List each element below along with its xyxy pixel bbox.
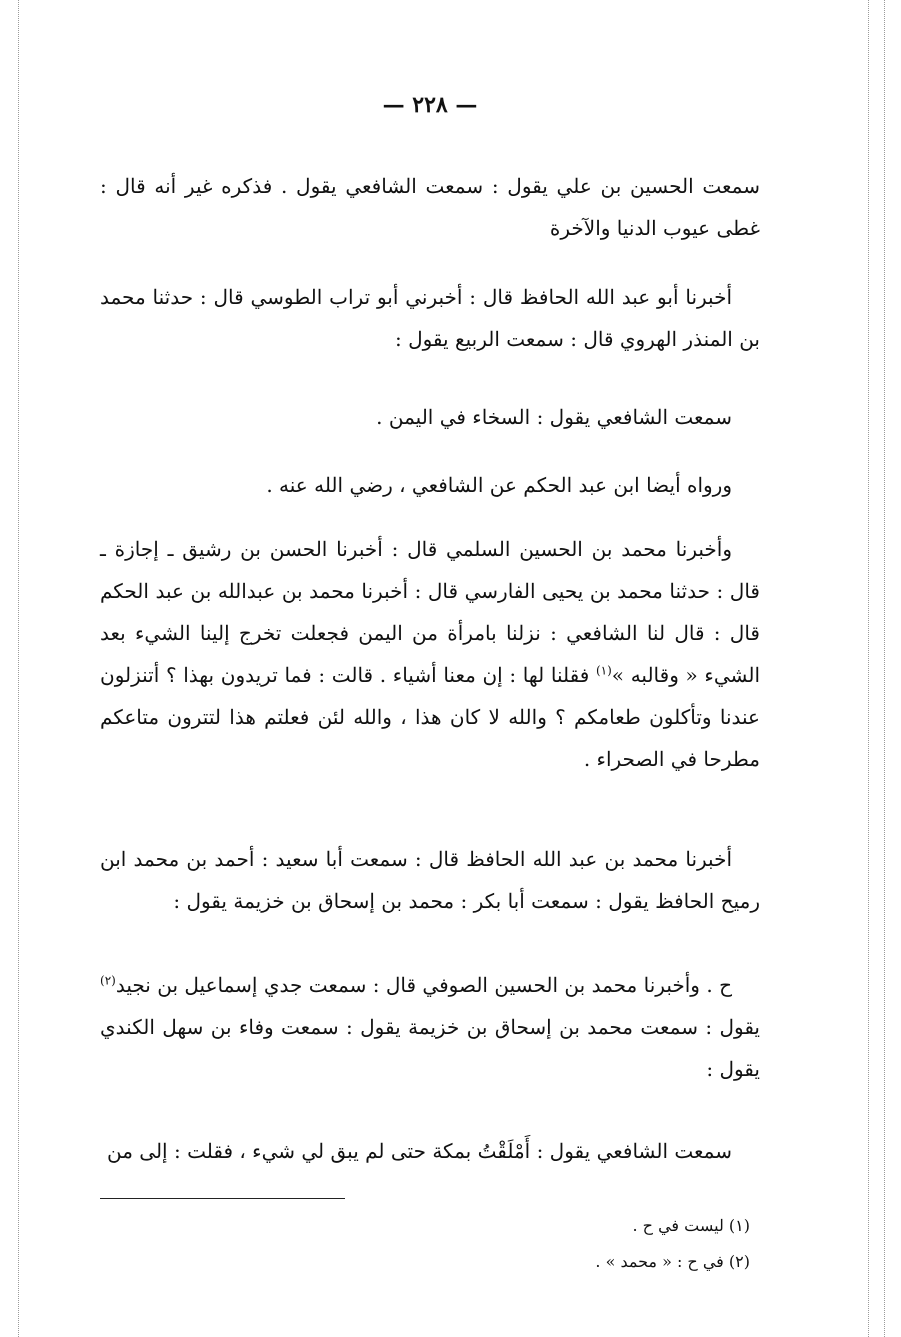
paragraph-text: سمعت الشافعي يقول : أَمْلَقْتُ بمكة حتى لم يبق لي شيء ، فقلت : إلى من <box>107 1139 732 1163</box>
paragraph-text-continued: يقول : سمعت محمد بن إسحاق بن خزيمة يقول : سمعت وفاء بن سهل الكندي يقول : <box>100 1015 760 1081</box>
paragraph-4 <box>100 464 760 506</box>
paragraph-text: وأخبرنا محمد بن الحسين السلمي قال : أخبرنا الحسن بن رشيق ـ إجازة ـ قال : حدثنا محمد بن يحيى الفارسي قال : أخبرنا محمد بن عبدالله بن عبد الحكم قال : قال لنا الشافعي : نزلنا بامرأة من اليمن فجعلت تخرج إلينا الشيء بعد الشيء « وقالبه » <box>100 537 760 687</box>
paragraph-8 <box>100 1130 760 1172</box>
paragraph-text: سمعت الشافعي يقول : السخاء في اليمن . <box>376 405 732 429</box>
scan-dotted-edge-right <box>868 0 869 1337</box>
paragraph-text: أخبرنا محمد بن عبد الله الحافظ قال : سمعت أبا سعيد : أحمد بن محمد ابن رميح الحافظ يقول : سمعت أبا بكر : محمد بن إسحاق بن خزيمة يقول : <box>100 847 760 913</box>
footnote-2: (٢) في ح : « محمد » . <box>595 1252 750 1271</box>
paragraph-text: ورواه أيضا ابن عبد الحكم عن الشافعي ، رضي الله عنه . <box>266 473 732 497</box>
paragraph-text-continued: فقلنا لها : إن معنا أشياء . قالت : فما تريدون بهذا ؟ أتنزلون عندنا وتأكلون طعامكم ؟ والله لا كان هذا ، والله لئن فعلتم هذا لتترون متاعكم مطرحا في الصحراء . <box>100 663 760 771</box>
paragraph-text: ح . وأخبرنا محمد بن الحسين الصوفي قال : سمعت جدي إسماعيل بن نجيد <box>115 973 732 997</box>
footnote-marker-2: (٢) <box>100 973 116 988</box>
footnote-1: (١) ليست في ح . <box>632 1216 750 1235</box>
scan-dotted-edge-left <box>18 0 19 1337</box>
paragraph-text: سمعت الحسين بن علي يقول : سمعت الشافعي يقول . فذكره غير أنه قال : غطى عيوب الدنيا والآخرة <box>100 174 760 240</box>
paragraph-1 <box>100 165 760 249</box>
footnote-marker-1: (١) <box>595 663 612 678</box>
paragraph-2 <box>100 276 760 360</box>
paragraph-6 <box>100 838 760 922</box>
scan-dotted-edge-right-outer <box>884 0 885 1337</box>
footnote-separator <box>100 1198 345 1199</box>
paragraph-7 <box>100 964 760 1090</box>
paragraph-5 <box>100 528 760 780</box>
paragraph-3 <box>100 396 760 438</box>
paragraph-text: أخبرنا أبو عبد الله الحافظ قال : أخبرني أبو تراب الطوسي قال : حدثنا محمد بن المنذر الهروي قال : سمعت الربيع يقول : <box>100 285 760 351</box>
page-number: — ٢٢٨ — <box>382 92 478 118</box>
